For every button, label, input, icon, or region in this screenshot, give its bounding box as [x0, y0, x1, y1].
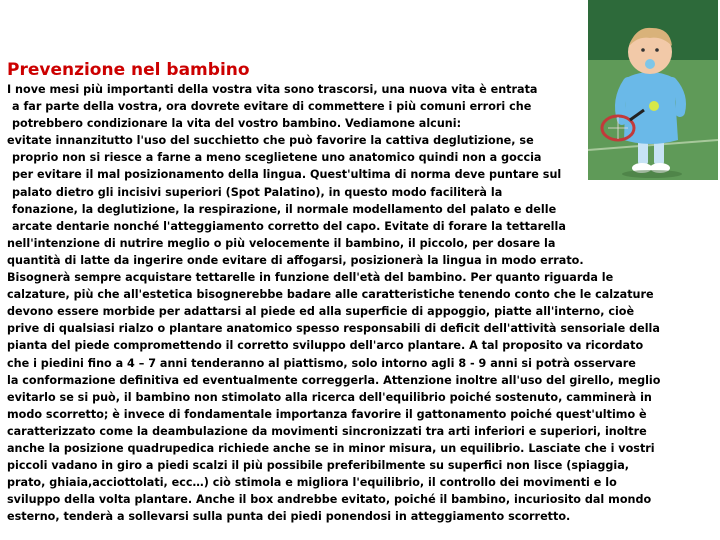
text-line: devono essere morbide per adattarsi al piede ed alla superficie di appoggio, piatte all'interno, cioè [7, 305, 635, 319]
text-line: evitate innanzitutto l'uso del succhietto che può favorire la cattiva deglutizione, se [7, 134, 534, 148]
text-line: piccoli vadano in giro a piedi scalzi il più possibile preferibilmente su superfici non lisce (spiaggia, [7, 459, 630, 473]
text-line: proprio non si riesce a farne a meno sceglietene uno anatomico quindi non a goccia [12, 151, 542, 165]
body-paragraph [7, 81, 719, 525]
text-line: calzature, più che all'estetica bisognerebbe badare alle caratteristiche tenendo conto che le calzature [7, 288, 654, 302]
text-line: prive di qualsiasi rialzo o plantare anatomico spesso responsabili di deficit dell'attività sensoriale della [7, 322, 660, 336]
text-line: I nove mesi più importanti della vostra vita sono trascorsi, una nuova vita è entrata [7, 83, 538, 96]
text-line: arcate dentarie nonché l'atteggiamento corretto del capo. Evitate di forare la tettarella [12, 219, 566, 233]
text-line: la conformazione definitiva ed eventualmente correggerla. Attenzione inoltre all'uso del girello, meglio [7, 373, 661, 387]
text-line: per evitare il mal posizionamento della lingua. Quest'ultima di norma deve puntare sul [12, 168, 562, 182]
text-line: che i piedini fino a 4 – 7 anni tenderanno al piattismo, solo intorno agli 8 - 9 anni si potrà osservare [7, 356, 636, 370]
text-line: anche la posizione quadrupedica richiede anche se in minor misura, un equilibrio. Lasciate che i vostri [7, 441, 655, 455]
text-line: quantità di latte da ingerire onde evitare di affogarsi, posizionerà la lingua in modo errato. [7, 253, 584, 267]
text-line: nell'intenzione di nutrire meglio o più velocemente il bambino, il piccolo, per dosare la [7, 236, 556, 250]
text-line: sviluppo della volta plantare. Anche il box andrebbe evitato, poiché il bambino, incuriosito dal mondo [7, 493, 652, 507]
text-line: modo scorretto; è invece di fondamentale importanza favorire il gattonamento poiché quest'ultimo è [7, 407, 647, 421]
text-line: esterno, tenderà a sollevarsi sulla punta dei piedi ponendosi in atteggiamento scorretto. [7, 510, 571, 524]
text-line: palato dietro gli incisivi superiori (Spot Palatino), in questo modo faciliterà la [12, 185, 503, 199]
page-title: Prevenzione nel bambino [7, 60, 250, 80]
text-line: Bisognerà sempre acquistare tettarelle in funzione dell'età del bambino. Per quanto riguarda le [7, 271, 614, 285]
text-line: caratterizzato come la deambulazione da movimenti sincronizzati tra arti inferiori e superiori, inoltre [7, 424, 647, 438]
text-line: evitarlo se si può, il bambino non stimolato alla ricerca dell'equilibrio poiché sostenuto, camminerà in [7, 390, 652, 404]
text-line: a far parte della vostra, ora dovrete evitare di commettere i più comuni errori che [12, 100, 532, 114]
text-line: fonazione, la deglutizione, la respirazione, il normale modellamento del palato e delle [12, 202, 557, 216]
text-line: pianta del piede compromettendo il corretto sviluppo dell'arco plantare. A tal proposito va ricordato [7, 339, 644, 353]
text-line: prato, ghiaia,acciottolati, ecc…) ciò stimola e migliora l'equilibrio, il controllo dei movimenti e lo [7, 476, 617, 490]
text-line: potrebbero condizionare la vita del vostro bambino. Vediamone alcuni: [12, 117, 462, 131]
